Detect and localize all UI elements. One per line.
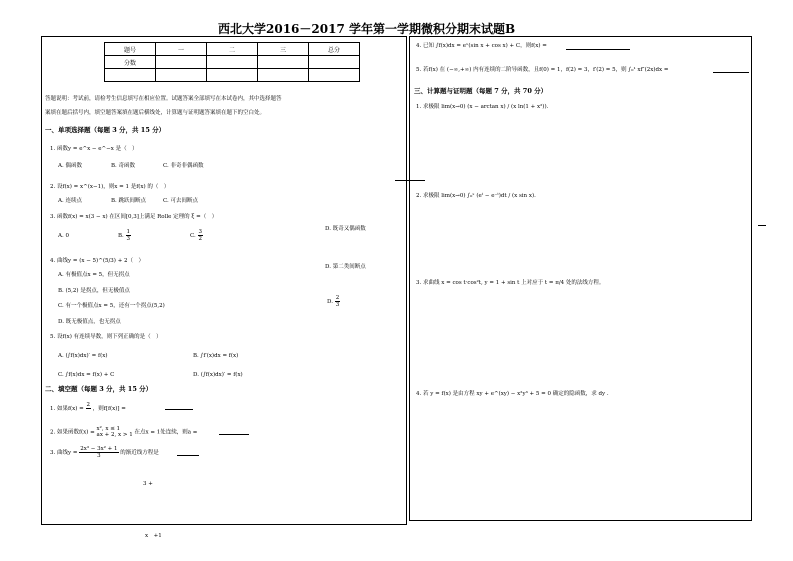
numerator: 3: [198, 229, 203, 235]
question-2-4: 4. 已知 ∫f(x)dx = eˣ(sin x + cos x) + C，则f(x) =: [416, 43, 547, 49]
section-heading: 一、单项选择题（每题 3 分，共 15 分）: [45, 126, 166, 134]
score-cell: 题号: [105, 43, 156, 56]
cut-mark: [758, 225, 766, 226]
question-1-2: 2. 设f(x) = x^(x−1)，则x = 1 是f(x) 的（ ）: [50, 184, 170, 190]
score-table-row: [105, 43, 360, 56]
score-input-cell[interactable]: [156, 56, 207, 69]
question-1-4: 4. 曲线y = (x − 5)^(5/3) + 2（ ）: [50, 258, 145, 264]
score-input-cell[interactable]: [207, 56, 258, 69]
denominator: 3: [97, 453, 101, 459]
score-cell: 总分: [309, 43, 360, 56]
score-table-row: [105, 69, 360, 82]
option-A[interactable]: A. 有极值点x = 5，但无拐点: [58, 272, 130, 278]
question-text: ，则f[f(x)] =: [92, 406, 126, 412]
numerator: 2x³ − 3x² + 1: [80, 446, 118, 452]
score-cell: [207, 69, 258, 82]
stray-text: x +1: [145, 533, 162, 539]
answer-blank[interactable]: [165, 409, 193, 410]
answer-blank[interactable]: [177, 455, 199, 456]
option-C[interactable]: C. ∫f(x)dx = f(x) + C: [58, 372, 115, 378]
fraction: [198, 229, 204, 242]
score-table: [104, 42, 360, 82]
score-input-cell[interactable]: [258, 56, 309, 69]
score-cell: [309, 69, 360, 82]
stray-text: 3 +: [143, 481, 153, 487]
option-B[interactable]: B. 奇函数: [111, 163, 136, 169]
denominator: 3: [126, 236, 131, 242]
option-label: B.: [118, 233, 124, 239]
option-D[interactable]: D. 既奇又偶函数: [325, 226, 366, 232]
option-A[interactable]: A. (∫f(x)dx)′ = f(x): [58, 353, 108, 359]
option-D[interactable]: [327, 295, 340, 308]
section-heading: 三、计算题与证明题（每题 7 分，共 70 分）: [414, 87, 548, 95]
piecewise: [97, 426, 133, 438]
question-text: 3. 曲线y =: [50, 450, 78, 456]
fraction: [79, 446, 118, 459]
denominator: [86, 409, 92, 415]
option-A[interactable]: A. 偶函数: [58, 163, 82, 169]
option-label: D.: [327, 299, 333, 305]
option-A[interactable]: A. 连续点: [58, 198, 82, 204]
numerator: 2: [335, 295, 340, 301]
option-C[interactable]: C. 有一个极值点x = 5，还有一个拐点(5,2): [58, 303, 165, 309]
score-input-cell[interactable]: [309, 56, 360, 69]
question-2-5: 5. 若f(x) 在 (−∞,+∞) 内有连续的二阶导函数，且f(0) = 1，f(2) = 3，f′(2) = 5，则 ∫₀¹ xf″(2x)dx =: [416, 67, 669, 73]
case-line: x², x ≤ 1: [96, 426, 121, 432]
question-2-3: [50, 446, 159, 459]
score-cell: [258, 69, 309, 82]
option-B[interactable]: B. ∫f′(x)dx = f(x): [193, 353, 239, 359]
instructions-line: 案填在题后括号内，填空题答案填在题后横线处，计算题与证明题答案填在题下的空白处。: [45, 110, 266, 116]
fraction: [86, 402, 92, 415]
question-1-5: 5. 设f(x) 有连续导数，则下列正确的是（ ）: [50, 334, 162, 340]
option-B[interactable]: [118, 229, 131, 242]
score-cell: [156, 69, 207, 82]
question-3-2: 2. 求极限 lim(x→0) ∫₀ˣ (eᵗ − e⁻ᵗ)dt / (x sin x).: [416, 193, 536, 199]
answer-blank[interactable]: [219, 434, 249, 435]
score-cell: 一: [156, 43, 207, 56]
page-title: 西北大学2016－2017 学年第一学期微积分期末试题B: [218, 22, 516, 36]
question-1-3: 3. 函数f(x) = x(3 − x) 在区间[0,3]上满足 Rolle 定理的 ξ =（ ）: [50, 214, 218, 220]
case-line: ax + 2, x > 1: [96, 432, 133, 438]
question-2-1: [50, 402, 126, 415]
question-text: 的渐近线方程是: [120, 450, 159, 456]
option-B[interactable]: B. 跳跃间断点: [111, 198, 147, 204]
fraction: [126, 229, 132, 242]
option-label: C.: [190, 233, 196, 239]
question-text: 在点x = 1处连续，则a =: [134, 429, 198, 436]
numerator: 1: [126, 229, 131, 235]
question-3-4: 4. 若 y = f(x) 是由方程 xy + e^(xy) − x²y³ + 5 = 0 确定的隐函数，求 dy .: [416, 391, 609, 397]
cut-mark: [395, 180, 425, 181]
option-C[interactable]: C. 非奇非偶函数: [163, 163, 204, 169]
answer-blank[interactable]: [713, 72, 749, 73]
fraction: [335, 295, 341, 308]
question-3-1: 1. 求极限 lim(x→0) (x − arctan x) / (x ln(1 + x²)).: [416, 104, 549, 110]
score-cell: 分数: [105, 56, 156, 69]
score-table-row: [105, 56, 360, 69]
option-A[interactable]: A. 0: [58, 233, 69, 239]
numerator: 2: [86, 402, 91, 408]
question-3-3: 3. 求曲线 x = cos t·cos²t, y = 1 + sin t 上对应于 t = π/4 处的法线方程。: [416, 280, 605, 286]
section-heading: 二、填空题（每题 3 分，共 15 分）: [45, 385, 153, 393]
question-2-2: [50, 426, 197, 438]
score-cell: [105, 69, 156, 82]
instructions-line: 答题说明：考试前，请检考生信息填写在相应位置。试题答案全部填写在本试卷内，其中选择题答: [45, 96, 282, 102]
question-text: 2. 如果函数f(x) =: [50, 429, 95, 436]
score-cell: 三: [258, 43, 309, 56]
answer-blank[interactable]: [566, 49, 630, 50]
option-D[interactable]: D. (∫f(x)dx)′ = f(x): [193, 372, 243, 378]
option-B[interactable]: B. (5,2) 是拐点，但无极值点: [58, 288, 130, 294]
score-cell: 二: [207, 43, 258, 56]
question-text: 1. 如果f(x) =: [50, 406, 84, 412]
option-D[interactable]: D. 既无极值点，也无拐点: [58, 319, 121, 325]
question-1-1: 1. 函数y = e^x − e^−x 是（ ）: [50, 146, 138, 152]
denominator: 3: [335, 302, 340, 308]
option-D[interactable]: D. 第二类间断点: [325, 264, 366, 270]
option-C[interactable]: C. 可去间断点: [163, 198, 199, 204]
option-C[interactable]: [190, 229, 203, 242]
denominator: 2: [198, 236, 203, 242]
